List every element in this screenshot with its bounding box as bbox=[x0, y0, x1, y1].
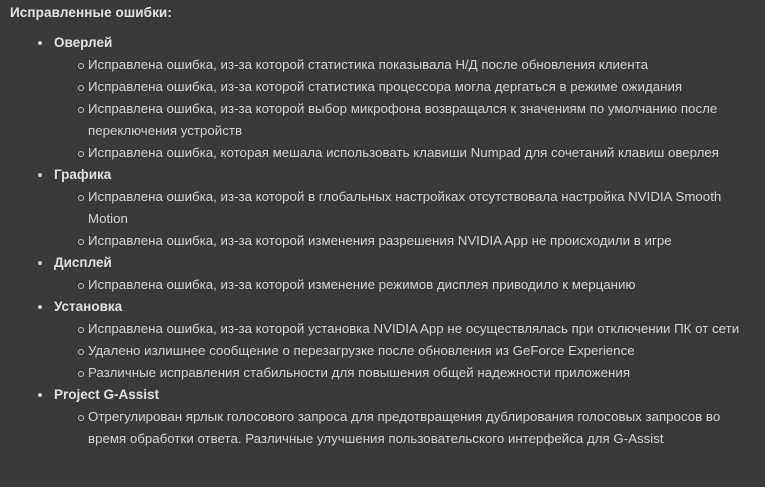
list-item: Исправлена ошибка, из-за которой изменения разрешения NVIDIA App не происходили в игре bbox=[54, 230, 765, 252]
section-title: Оверлей bbox=[54, 32, 765, 54]
fixed-bugs-section bbox=[0, 296, 765, 384]
list-item: Исправлена ошибка, из-за которой статистика процессора могла дергаться в режиме ожидания bbox=[54, 76, 765, 98]
section-title: Графика bbox=[54, 164, 765, 186]
list-item: Исправлена ошибка, из-за которой выбор микрофона возвращался к значениям по умолчанию после переключения устройств bbox=[54, 98, 765, 142]
fixed-bugs-section bbox=[0, 384, 765, 450]
section-item-list bbox=[54, 406, 765, 450]
section-title: Дисплей bbox=[54, 252, 765, 274]
list-item: Исправлена ошибка, которая мешала использовать клавиши Numpad для сочетаний клавиш оверлея bbox=[54, 142, 765, 164]
list-item: Отрегулирован ярлык голосового запроса для предотвращения дублирования голосовых запросов во время обработки ответа. Различные улучшения пользовательского интерфейса для G-Assist bbox=[54, 406, 765, 450]
list-item: Исправлена ошибка, из-за которой статистика показывала Н/Д после обновления клиента bbox=[54, 54, 765, 76]
page-title: Исправленные ошибки: bbox=[10, 5, 172, 20]
list-item: Исправлена ошибка, из-за которой в глобальных настройках отсутствовала настройка NVIDIA Smooth Motion bbox=[54, 186, 765, 230]
section-title: Установка bbox=[54, 296, 765, 318]
section-item-list bbox=[54, 318, 765, 384]
section-item-list bbox=[54, 54, 765, 164]
section-item-list bbox=[54, 186, 765, 252]
section-item-list bbox=[54, 274, 765, 296]
fixed-bugs-section-list bbox=[0, 32, 765, 450]
fixed-bugs-section bbox=[0, 164, 765, 252]
list-item: Удалено излишнее сообщение о перезагрузке после обновления из GeForce Experience bbox=[54, 340, 765, 362]
list-item: Исправлена ошибка, из-за которой установка NVIDIA App не осуществлялась при отключении ПК от сети bbox=[54, 318, 765, 340]
list-item: Исправлена ошибка, из-за которой изменение режимов дисплея приводило к мерцанию bbox=[54, 274, 765, 296]
list-item: Различные исправления стабильности для повышения общей надежности приложения bbox=[54, 362, 765, 384]
section-title: Project G-Assist bbox=[54, 384, 765, 406]
fixed-bugs-section bbox=[0, 252, 765, 296]
fixed-bugs-section bbox=[0, 32, 765, 164]
